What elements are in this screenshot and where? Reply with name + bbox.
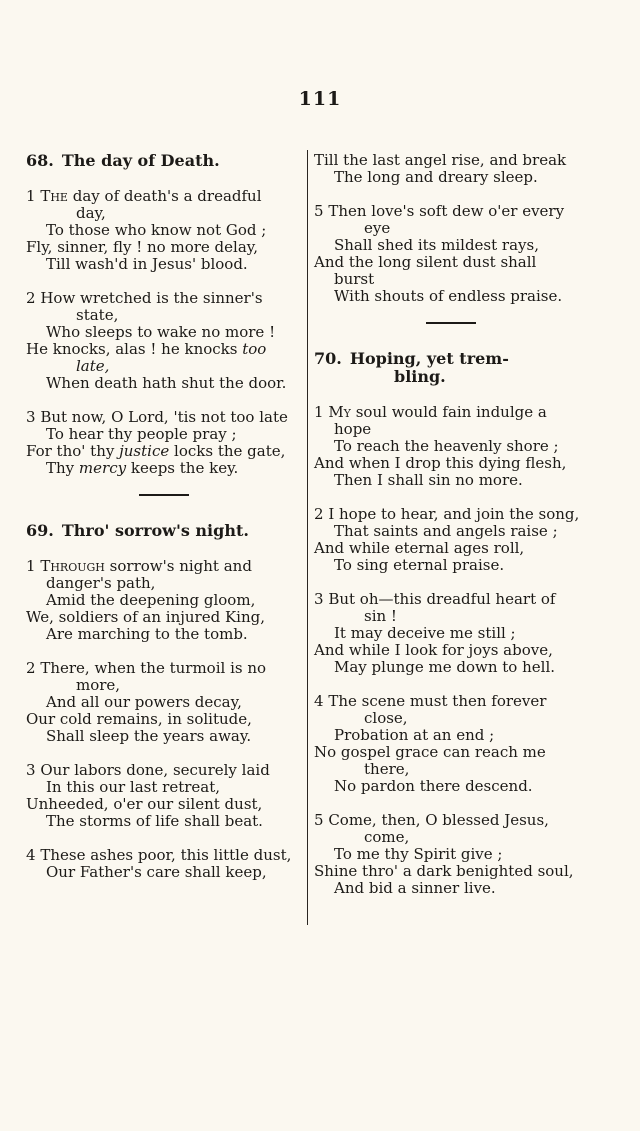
stanza-line: In this our last retreat, [46,778,221,796]
stanza-line: No pardon there descend. [334,777,533,795]
right-column [314,152,588,914]
stanza-line: Shall sleep the years away. [46,727,252,745]
hymn-68-title-text: The day of Death. [61,151,220,170]
hymn-68-title [26,152,301,170]
stanza-line: Shall shed its mildest rays, [334,236,539,254]
hymn-70-stanza-3 [314,591,588,676]
stanza-line: Come, then, O blessed Jesus, [328,811,549,829]
stanza-number: 3 [26,408,36,426]
stanza-line: To hear thy people pray ; [46,425,237,443]
hymn-70-number: 70. [314,349,342,368]
stanza-line: He knocks, alas ! he knocks [26,340,238,358]
stanza-line: And bid a sinner live. [334,879,496,897]
stanza-line: It may deceive me still ; [334,624,516,642]
hymn-69-stanza-5 [314,203,588,305]
hymn-69-stanza-1 [26,558,301,643]
stanza-line: May plunge me down to hell. [334,658,556,676]
stanza-line: burst [334,270,375,288]
hymn-70-title-text: Hoping, yet trem- [349,349,509,368]
hymn-separator-rule [139,494,189,496]
hymn-69-continued [314,152,588,186]
stanza-line: danger's path, [46,574,156,592]
stanza-first-word: My [328,403,351,421]
stanza-line: sorrow's night and [109,557,252,575]
stanza-line: But oh—this dreadful heart of [328,590,556,608]
stanza-line: Till the last angel rise, and break [314,151,567,169]
hymn-70-title [314,350,588,386]
stanza-line: I hope to hear, and join the song, [328,505,580,523]
stanza-line: soul would fain indulge a [355,403,547,421]
stanza-line: To me thy Spirit give ; [334,845,503,863]
hymn-68-stanza-1 [26,188,301,273]
hymn-70-title-cont: bling. [394,367,446,386]
stanza-number: 1 [314,403,324,421]
stanza-italic-word: too [242,340,267,358]
stanza-line: And while I look for joys above, [314,641,553,659]
stanza-line: And when I drop this dying flesh, [314,454,567,472]
stanza-line: The long and dreary sleep. [334,168,538,186]
stanza-line: Till wash'd in Jesus' blood. [46,255,248,273]
stanza-number: 2 [26,659,36,677]
stanza-line: come, [364,828,410,846]
hymn-69-number: 69. [26,521,54,540]
stanza-line: Who sleeps to wake no more ! [46,323,276,341]
hymn-68-stanza-2 [26,290,301,392]
stanza-line: Then I shall sin no more. [334,471,523,489]
hymn-68-stanza-3 [26,409,301,477]
stanza-line: That saints and angels raise ; [334,522,558,540]
stanza-line: Then love's soft dew o'er every [328,202,565,220]
stanza-line: No gospel grace can reach me [314,743,546,761]
hymn-separator-rule [426,322,476,324]
left-column [26,152,301,898]
stanza-italic-word: mercy [78,459,127,477]
hymn-70-stanza-2 [314,506,588,574]
stanza-line: there, [364,760,410,778]
stanza-line: day, [76,204,106,222]
stanza-line: sin ! [364,607,397,625]
stanza-number: 5 [314,202,324,220]
stanza-line: Amid the deepening gloom, [46,591,256,609]
stanza-line: And while eternal ages roll, [314,539,525,557]
hymn-69-title [26,522,301,540]
hymn-70-stanza-1 [314,404,588,489]
stanza-line: Probation at an end ; [334,726,495,744]
stanza-number: 2 [314,505,324,523]
stanza-line: state, [76,306,119,324]
stanza-line: Thy [46,459,75,477]
stanza-number: 2 [26,289,36,307]
stanza-line: To those who know not God ; [46,221,267,239]
stanza-line: eye [364,219,391,237]
stanza-line: locks the gate, [174,442,286,460]
hymn-68-number: 68. [26,151,54,170]
stanza-line: There, when the turmoil is no [40,659,267,677]
stanza-number: 3 [314,590,324,608]
stanza-line: And the long silent dust shall [314,253,537,271]
stanza-line: Shine thro' a dark benighted soul, [314,862,574,880]
stanza-line: The scene must then forever [328,692,547,710]
stanza-first-word: Through [40,557,105,575]
stanza-line: late, [76,357,110,375]
stanza-line: With shouts of endless praise. [334,287,563,305]
stanza-number: 1 [26,187,36,205]
hymn-70-stanza-4 [314,693,588,795]
stanza-line: Our Father's care shall keep, [46,863,267,881]
stanza-line: Our cold remains, in solitude, [26,710,252,728]
stanza-line: Our labors done, securely laid [40,761,270,779]
hymn-70-stanza-5 [314,812,588,897]
stanza-line: We, soldiers of an injured King, [26,608,265,626]
stanza-line: Fly, sinner, fly ! no more delay, [26,238,259,256]
stanza-number: 4 [26,846,36,864]
stanza-line: day of death's a dreadful [72,187,262,205]
stanza-line: more, [76,676,121,694]
hymn-69-stanza-3 [26,762,301,830]
stanza-italic-word: justice [119,442,170,460]
stanza-line: How wretched is the sinner's [40,289,263,307]
stanza-number: 5 [314,811,324,829]
hymn-69-title-text: Thro' sorrow's night. [61,521,249,540]
stanza-first-word: The [40,187,68,205]
stanza-line: keeps the key. [130,459,239,477]
hymn-69-stanza-4 [26,847,301,881]
column-divider [307,150,308,925]
page-number: 111 [298,88,342,110]
stanza-line: These ashes poor, this little dust, [40,846,292,864]
stanza-line: But now, O Lord, 'tis not too late [40,408,288,426]
stanza-line: The storms of life shall beat. [46,812,263,830]
stanza-line: And all our powers decay, [46,693,242,711]
stanza-line: close, [364,709,408,727]
stanza-number: 1 [26,557,36,575]
stanza-number: 4 [314,692,324,710]
stanza-line: Unheeded, o'er our silent dust, [26,795,263,813]
hymn-69-stanza-2 [26,660,301,745]
stanza-line: To reach the heavenly shore ; [334,437,559,455]
stanza-line: hope [334,420,372,438]
stanza-line: Are marching to the tomb. [46,625,248,643]
stanza-line: For tho' thy [26,442,115,460]
stanza-line: To sing eternal praise. [334,556,505,574]
stanza-line: When death hath shut the door. [46,374,287,392]
stanza-number: 3 [26,761,36,779]
